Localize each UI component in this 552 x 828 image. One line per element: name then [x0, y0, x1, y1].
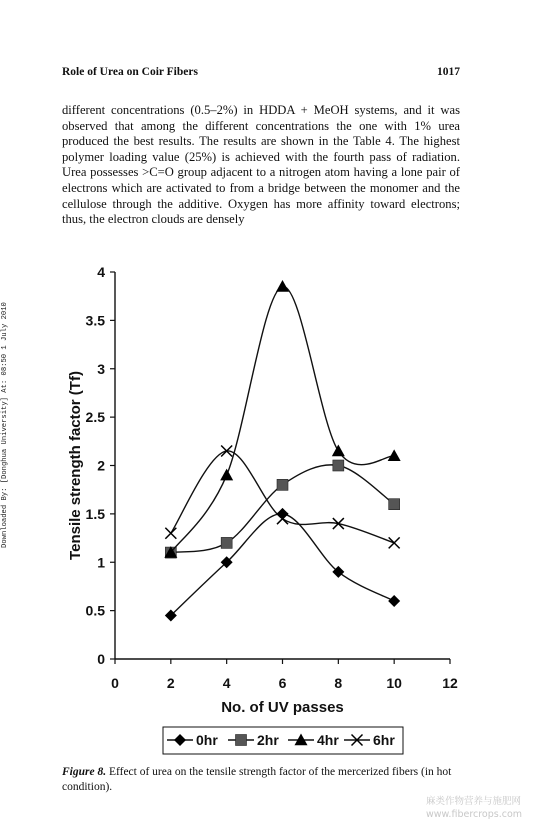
y-tick-label: 2.5 [85, 409, 105, 426]
data-point-2hr [221, 537, 232, 548]
download-notice-text: Downloaded By: [Donghua University] At: 08:50 1 July 2010 [1, 302, 9, 548]
data-point-4hr [220, 469, 233, 481]
data-point-2hr [333, 460, 344, 471]
legend-label: 4hr [317, 732, 339, 748]
y-tick-label: 0.5 [85, 602, 105, 619]
x-tick-label: 8 [334, 675, 343, 691]
y-tick-label: 4 [97, 264, 105, 280]
watermark-line-2: www.fibercrops.com [426, 809, 523, 820]
watermark-line-1: 麻类作物营养与施肥网 [426, 796, 522, 807]
data-point-6hr [165, 528, 176, 539]
data-point-2hr [277, 479, 288, 490]
x-axis-label: No. of UV passes [221, 699, 344, 716]
x-tick-label: 10 [386, 675, 402, 691]
data-point-2hr [389, 499, 400, 510]
x-tick-label: 12 [442, 675, 458, 691]
y-tick-label: 3.5 [85, 312, 105, 329]
running-title: Role of Urea on Coir Fibers [62, 66, 198, 78]
page-number: 1017 [437, 66, 460, 78]
data-point-4hr [332, 444, 345, 456]
y-tick-label: 0 [97, 651, 105, 667]
data-point-4hr [388, 449, 401, 461]
figure-caption-text: Effect of urea on the tensile strength factor of the mercerized fibers (in hot condition). [62, 766, 452, 793]
figure-caption-label: Figure 8. [62, 766, 107, 778]
x-tick-label: 2 [166, 675, 175, 691]
legend-label: 2hr [257, 732, 279, 748]
site-watermark [426, 795, 522, 821]
x-tick-label: 6 [278, 675, 287, 691]
y-tick-label: 1.5 [85, 505, 105, 522]
data-point-6hr [389, 537, 400, 548]
x-tick-label: 0 [111, 675, 119, 691]
y-tick-label: 3 [97, 360, 105, 377]
legend-marker [236, 735, 247, 746]
data-point-0hr [388, 595, 400, 607]
y-tick-label: 1 [97, 554, 105, 571]
y-tick-label: 2 [97, 457, 105, 474]
figure-caption [62, 765, 462, 795]
legend-label: 6hr [373, 732, 395, 748]
legend-label: 0hr [196, 732, 218, 748]
body-paragraph: different concentrations (0.5–2%) in HDDA + MeOH systems, and it was observed that among the different concentrations the one with 1% urea produced the best results. The results are shown in the Table 4. The highest polymer loading value (25%) is achieved with the fourth pass of radiation. Urea possesses >C=O group adjacent to a nitrogen atom having a lone pair of electrons which are activated to from a bridge between the monomer and the cellulose through the additive. Oxygen has more affinity toward electrons; thus, the electron clouds are densely [62, 103, 460, 227]
data-point-4hr [276, 280, 289, 292]
y-axis-label: Tensile strength factor (Tf) [67, 371, 84, 560]
x-tick-label: 4 [222, 675, 231, 691]
series-line-0hr [171, 514, 394, 616]
chart-plot-area [67, 264, 458, 754]
